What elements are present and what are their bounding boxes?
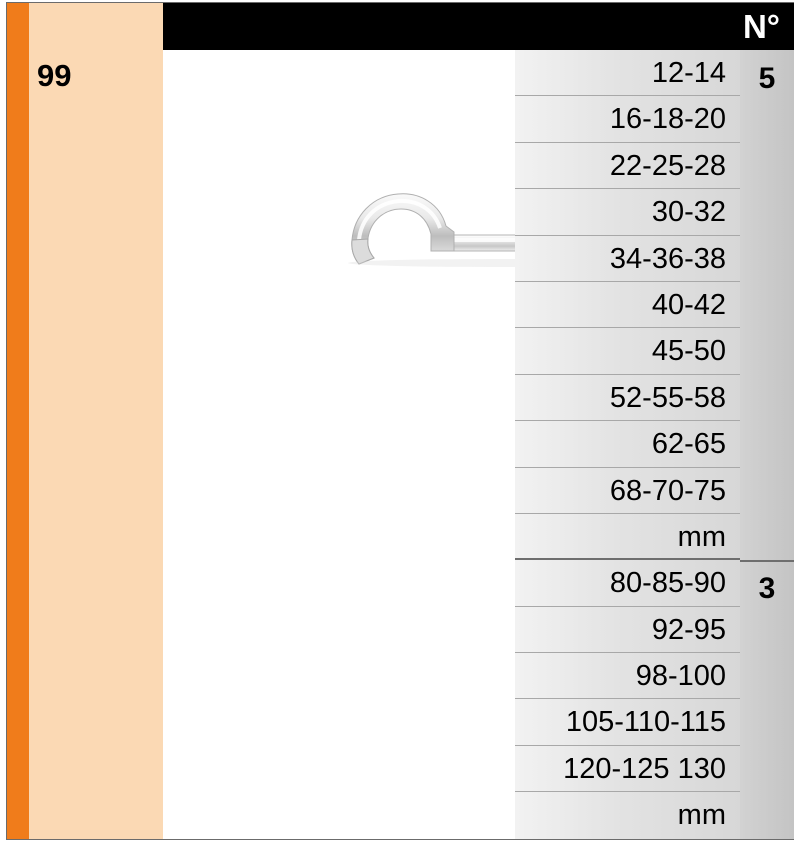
code-column (29, 3, 163, 839)
quantity-value: 3 (758, 572, 776, 605)
size-row: 105-110-115 (515, 699, 740, 745)
accent-bar (7, 3, 29, 839)
size-row: 45-50 (515, 328, 740, 374)
size-column (515, 50, 740, 839)
quantity-column (740, 50, 794, 839)
size-row: 92-95 (515, 607, 740, 653)
size-unit-row: mm (677, 799, 726, 832)
product-code: 99 (37, 58, 72, 93)
size-row: 30-32 (515, 189, 740, 235)
product-image-area (163, 50, 515, 839)
size-row: 52-55-58 (515, 375, 740, 421)
quantity-value: 5 (758, 62, 776, 95)
quantity-column-header: N° (742, 8, 780, 45)
size-row: 12-14 (515, 50, 740, 96)
size-row: 16-18-20 (515, 96, 740, 142)
size-row: 98-100 (515, 653, 740, 699)
size-row: 22-25-28 (515, 143, 740, 189)
size-row: 68-70-75 (515, 468, 740, 514)
size-row: 120-125 130 (515, 746, 740, 792)
size-unit-row: mm (515, 514, 740, 560)
table-header (163, 3, 794, 50)
size-row: 62-65 (515, 421, 740, 467)
size-row: 34-36-38 (515, 236, 740, 282)
size-row: 40-42 (515, 282, 740, 328)
table-bottom-border (163, 839, 794, 840)
size-row: 80-85-90 (515, 560, 740, 606)
quantity-divider (740, 560, 794, 562)
